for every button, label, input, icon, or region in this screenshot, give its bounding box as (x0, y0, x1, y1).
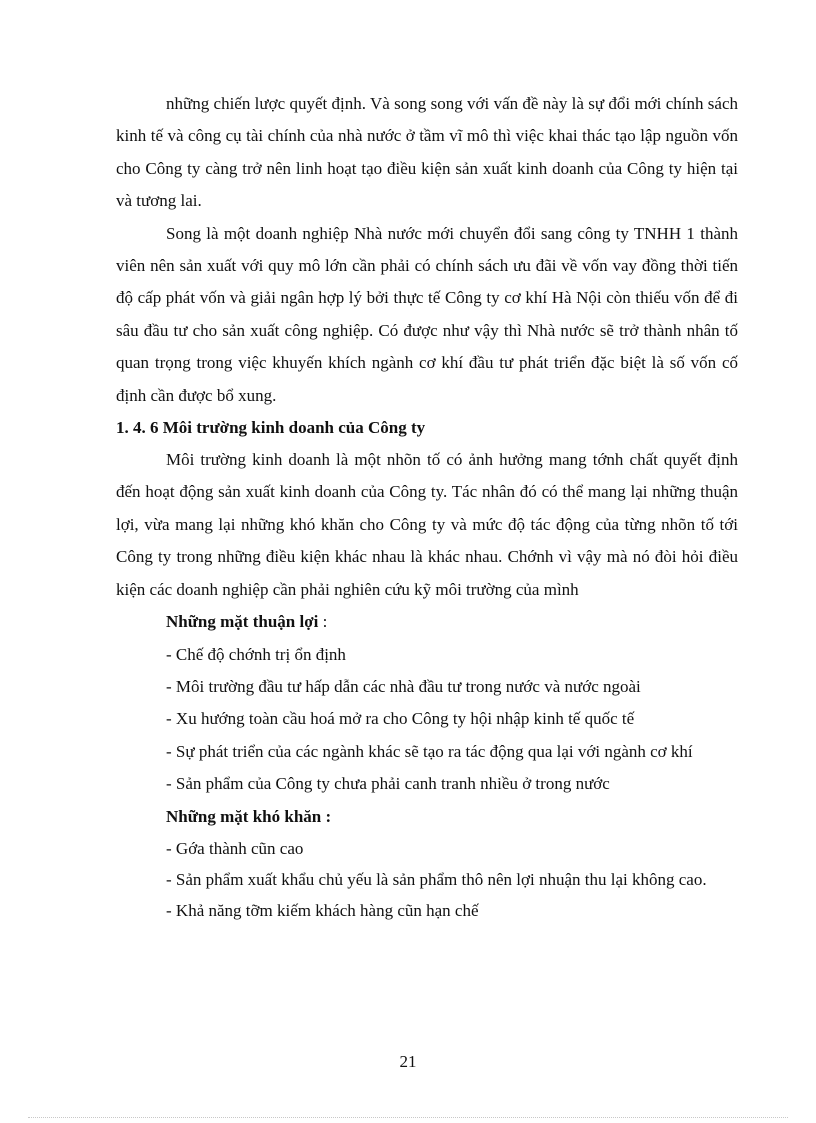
paragraph-business-environment: Môi trường kinh doanh là một nhõn tố có ảnh hưởng mang tớnh chất quyết định đến hoạt động sản xuất kinh doanh của Công ty. Tác nhân đó có thể mang lại những thuận lợi, vừa mang lại những khó khăn cho Công ty và mức độ tác động của từng nhõn tố tới Công ty trong những điều kiện khác nhau là khác nhau. Chớnh vì vậy mà nó đòi hỏi điều kiện các doanh nghiệp cần phải nghiên cứu kỹ môi trường của mình (116, 450, 738, 599)
paragraph-strategy: những chiến lược quyết định. Và song song với vấn đề này là sự đổi mới chính sách kinh tế và công cụ tài chính của nhà nước ở tầm vĩ mô thì việc khai thác tạo lập nguồn vốn cho Công ty càng trở nên linh hoạt tạo điều kiện sản xuất kinh doanh của Công ty hiện tại và tương lai. (116, 94, 738, 211)
section-heading: 1. 4. 6 Môi trường kinh doanh của Công ty (116, 418, 426, 438)
advantage-item: - Sự phát triển của các ngành khác sẽ tạo ra tác động qua lại với ngành cơ khí (166, 741, 693, 761)
advantages-title-suffix: : (318, 612, 328, 632)
advantages-heading (116, 606, 738, 638)
difficulty-item: - Khả năng tỡm kiếm khách hàng cũn hạn chế (166, 901, 479, 921)
advantage-item: - Xu hướng toàn cầu hoá mở ra cho Công ty hội nhập kinh tế quốc tế (166, 709, 635, 729)
footer-divider (28, 1117, 788, 1118)
paragraph-state-enterprise: Song là một doanh nghiệp Nhà nước mới chuyển đổi sang công ty TNHH 1 thành viên nên sản xuất với quy mô lớn cần phải có chính sách ưu đãi về vốn vay đồng thời tiến độ cấp phát vốn và giải ngân hợp lý bởi thực tế Công ty cơ khí Hà Nội còn thiếu vốn để đi sâu đầu tư cho sản xuất công nghiệp. Có được như vậy thì Nhà nước sẽ trở thành nhân tố quan trọng trong việc khuyến khích ngành cơ khí đầu tư phát triển đặc biệt là số vốn cố định cần được bổ xung. (116, 223, 738, 405)
difficulties-heading: Những mặt khó khăn : (166, 806, 332, 826)
difficulty-item: - Sản phẩm xuất khẩu chủ yếu là sản phẩm thô nên lợi nhuận thu lại không cao. (166, 870, 707, 890)
advantages-title: Những mặt thuận lợi (166, 612, 319, 632)
page-number: 21 (399, 1052, 417, 1071)
page-body (116, 88, 738, 928)
advantage-item: - Môi trường đầu tư hấp dẫn các nhà đầu tư trong nước và nước ngoài (166, 676, 641, 696)
advantage-item: - Chế độ chớnh trị ổn định (166, 644, 346, 664)
advantage-item: - Sản phẩm của Công ty chưa phải canh tranh nhiều ở trong nước (166, 774, 610, 794)
difficulty-item: - Gớa thành cũn cao (166, 838, 304, 858)
